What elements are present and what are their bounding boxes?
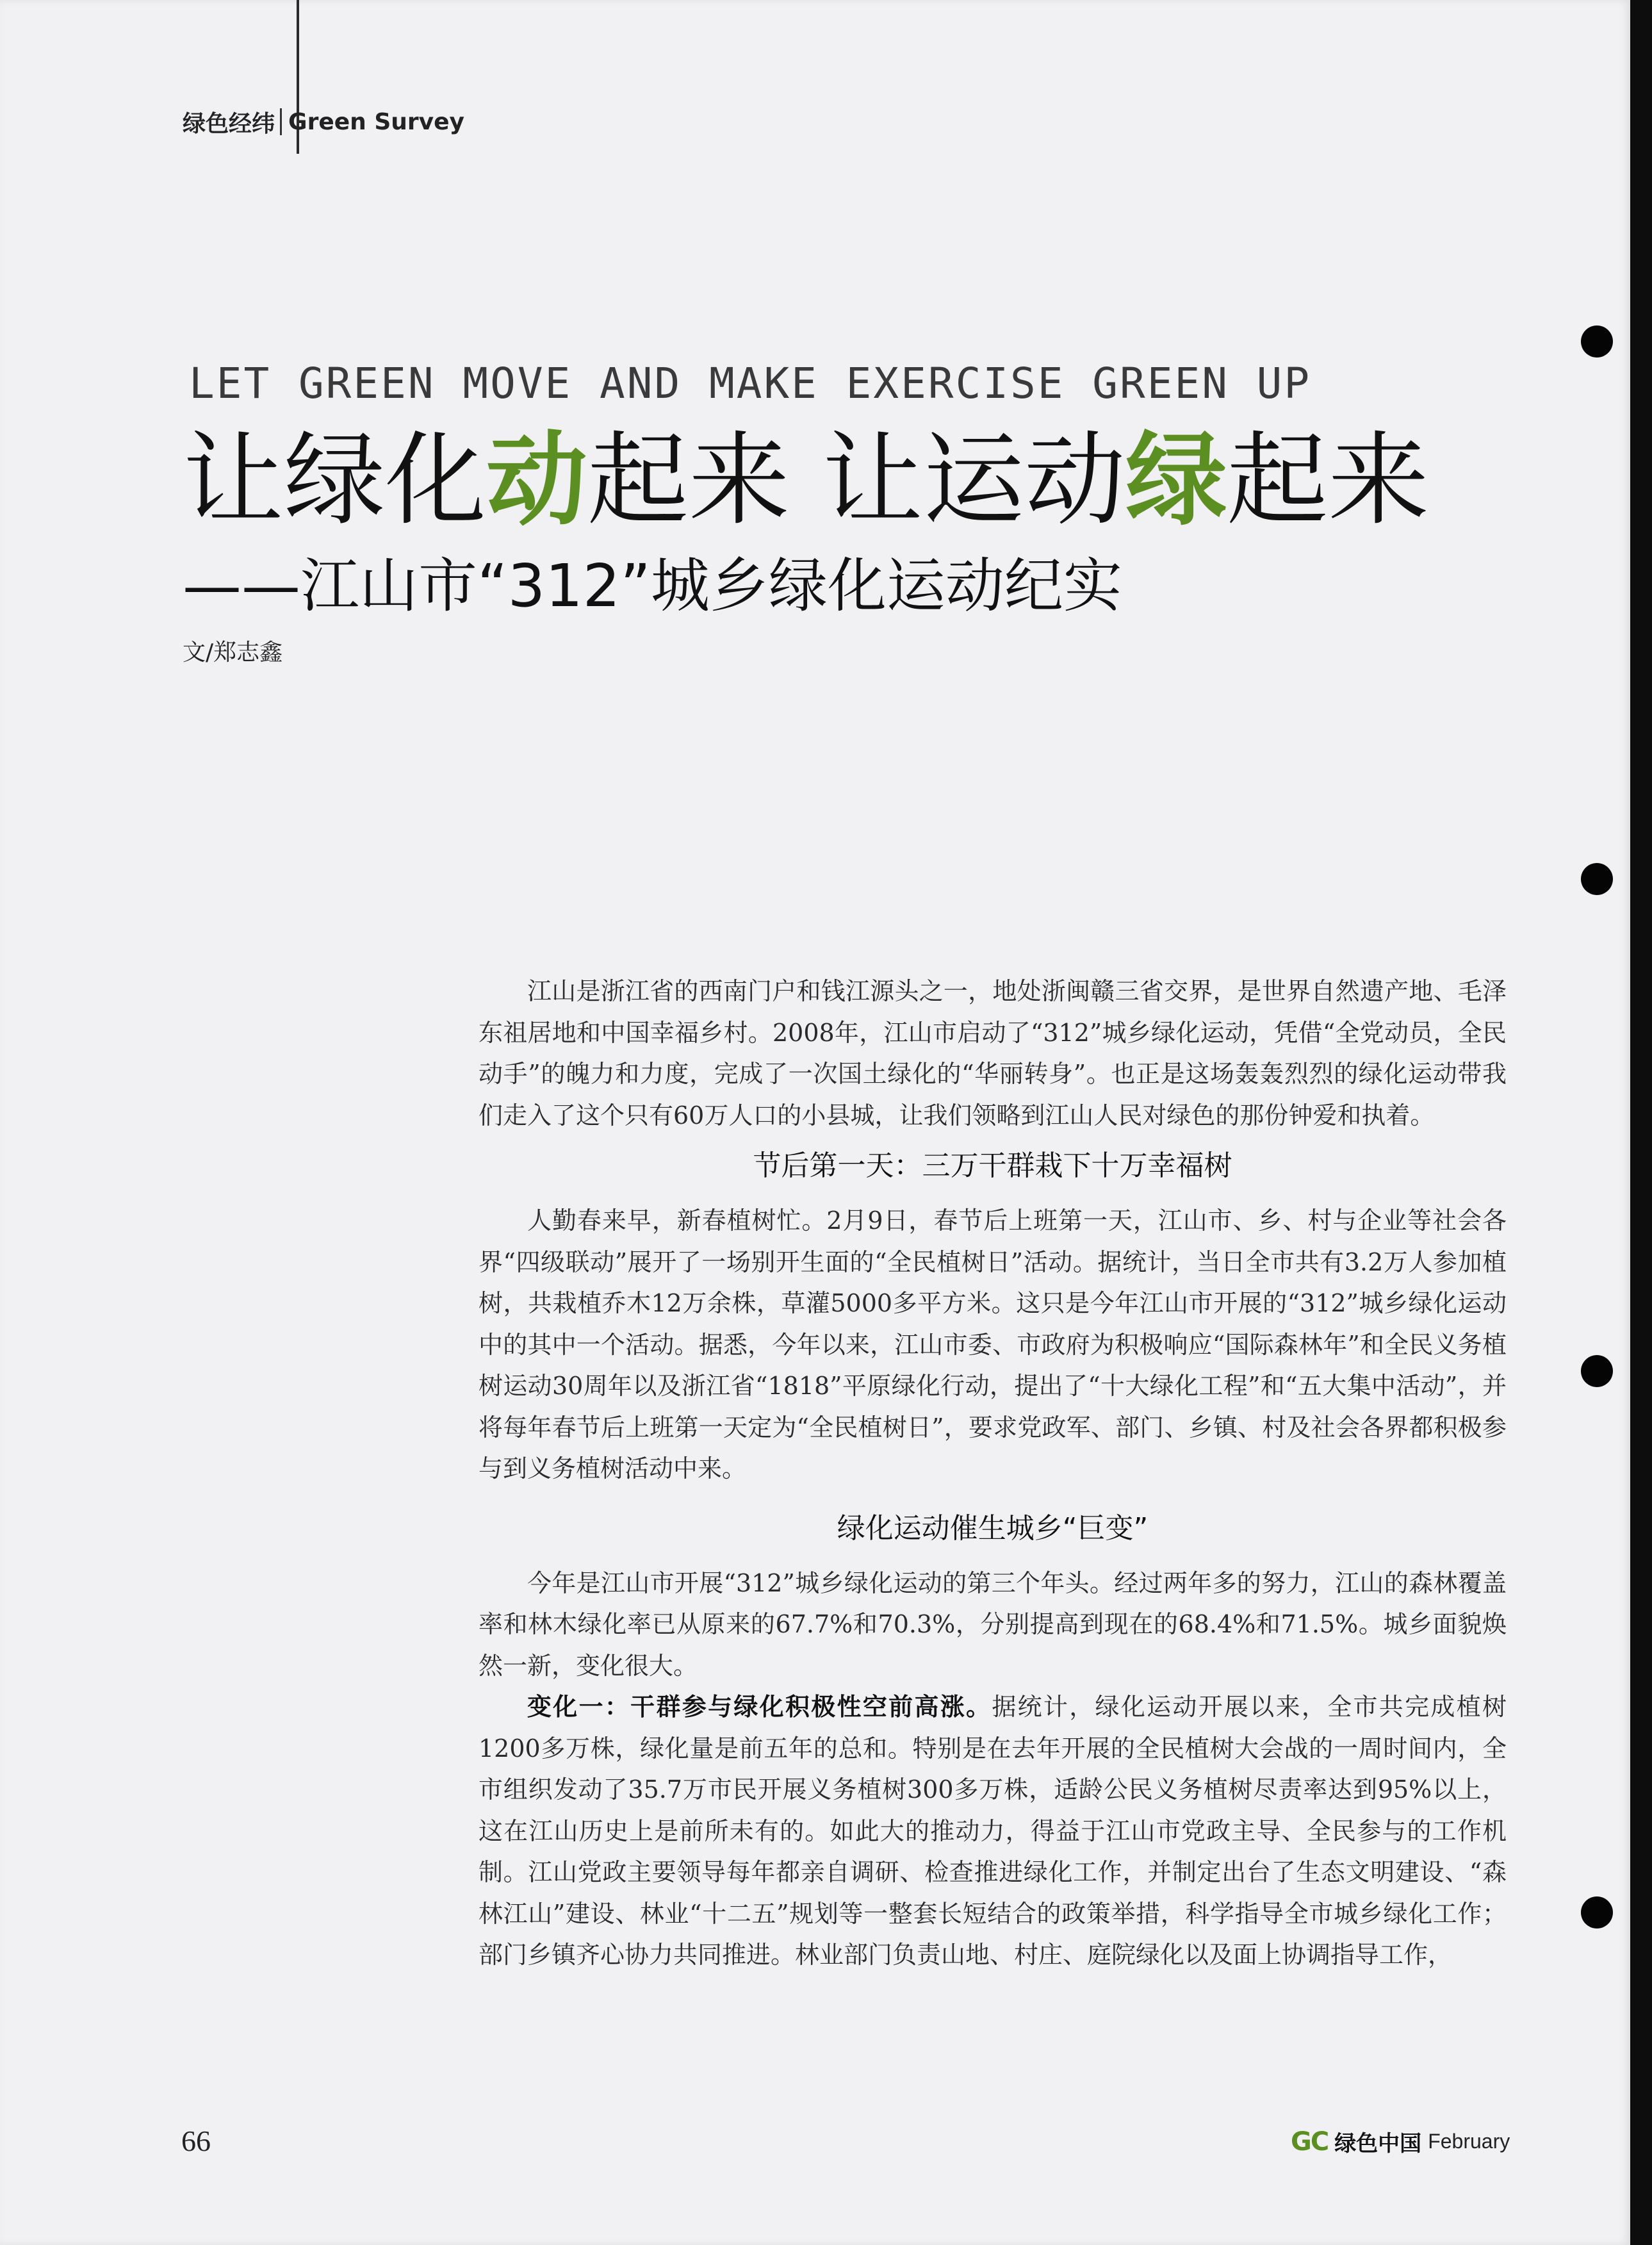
intro-paragraph: 江山是浙江省的西南门户和钱江源头之一，地处浙闽赣三省交界，是世界自然遗产地、毛泽东祖居地和中国幸福乡村。2008年，江山市启动了“312”城乡绿化运动，凭借“全党动员，全民动手”的魄力和力度，完成了一次国土绿化的“华丽转身”。也正是这场轰轰烈烈的绿化运动带我们走入了这个只有60万人口的小县城，让我们领略到江山人民对绿色的那份钟爱和执着。 [478,977,1507,1130]
title-part-5: 起来 [1227,422,1430,539]
binder-hole-icon [1581,1355,1613,1387]
section-heading-1: 节后第一天：三万干群栽下十万幸福树 [753,1149,1232,1182]
paragraph-change-1 [478,1686,1507,1976]
brand-name: 绿色中国 [1334,2131,1422,2157]
chinese-title [183,423,1592,538]
title-highlight-1: 动 [486,422,587,539]
issue-month: February [1428,2130,1510,2153]
binder-hole-icon [1581,863,1613,895]
title-highlight-2: 绿 [1125,422,1227,539]
title-part-3: 起来 让运动 [587,422,1126,539]
change-1-text: 据统计，绿化运动开展以来，全市共完成植树1200多万株，绿化量是前五年的总和。特别是在去年开展的全民植树大会战的一周时间内，全市组织发动了35.7万市民开展义务植树300多万株，适龄公民义务植树尽责率达到95%以上，这在江山历史上是前所未有的。如此大的推动力，得益于江山市党政主导、全民参与的工作机制。江山党政主要领导每年都亲自调研、检查推进绿化工作，并制定出台了生态文明建设、“森林江山”建设、林业“十二五”规划等一整套长短结合的政策举措，科学指导全市城乡绿化工作；部门乡镇齐心协力共同推进。林业部门负责山地、村庄、庭院绿化以及面上协调指导工作， [478,1693,1507,1969]
article-body [478,971,1507,1976]
gc-logo-icon: GC [1291,2126,1329,2157]
page-number: 66 [181,2125,211,2157]
scan-edge [1630,0,1652,2245]
header-divider [280,108,282,135]
section-header [183,103,464,141]
footer-brand [1291,2126,1510,2157]
author-byline: 文/郑志鑫 [183,639,283,666]
chinese-subtitle: ——江山市“312”城乡绿化运动纪实 [183,552,1122,620]
section-label-cn: 绿色经纬 [183,110,275,137]
title-part-1: 让绿化 [183,422,486,539]
paragraph-2: 今年是江山市开展“312”城乡绿化运动的第三个年头。经过两年多的努力，江山的森林覆盖率和林木绿化率已从原来的67.7%和70.3%，分别提高到现在的68.4%和71.5%。城乡面貌焕然一新，变化很大。 [478,1568,1507,1680]
binder-hole-icon [1581,325,1613,358]
section-label-en: Green Survey [288,108,464,135]
binder-hole-icon [1581,1896,1613,1928]
paragraph-1: 人勤春来早，新春植树忙。2月9日，春节后上班第一天，江山市、乡、村与企业等社会各界“四级联动”展开了一场别开生面的“全民植树日”活动。据统计，当日全市共有3.2万人参加植树，共栽植乔木12万余株，草灌5000多平方米。这只是今年江山市开展的“312”城乡绿化运动中的其中一个活动。据悉，今年以来，江山市委、市政府为积极响应“国际森林年”和全民义务植树运动30周年以及浙江省“1818”平原绿化行动，提出了“十大绿化工程”和“五大集中活动”，并将每年春节后上班第一天定为“全民植树日”，要求党政军、部门、乡镇、村及社会各界都积极参与到义务植树活动中来。 [478,1206,1507,1483]
change-1-lead: 变化一：干群参与绿化积极性空前高涨。 [527,1693,992,1721]
english-title: LET GREEN MOVE AND MAKE EXERCISE GREEN UP [189,359,1312,408]
section-heading-2: 绿化运动催生城乡“巨变” [837,1511,1149,1545]
